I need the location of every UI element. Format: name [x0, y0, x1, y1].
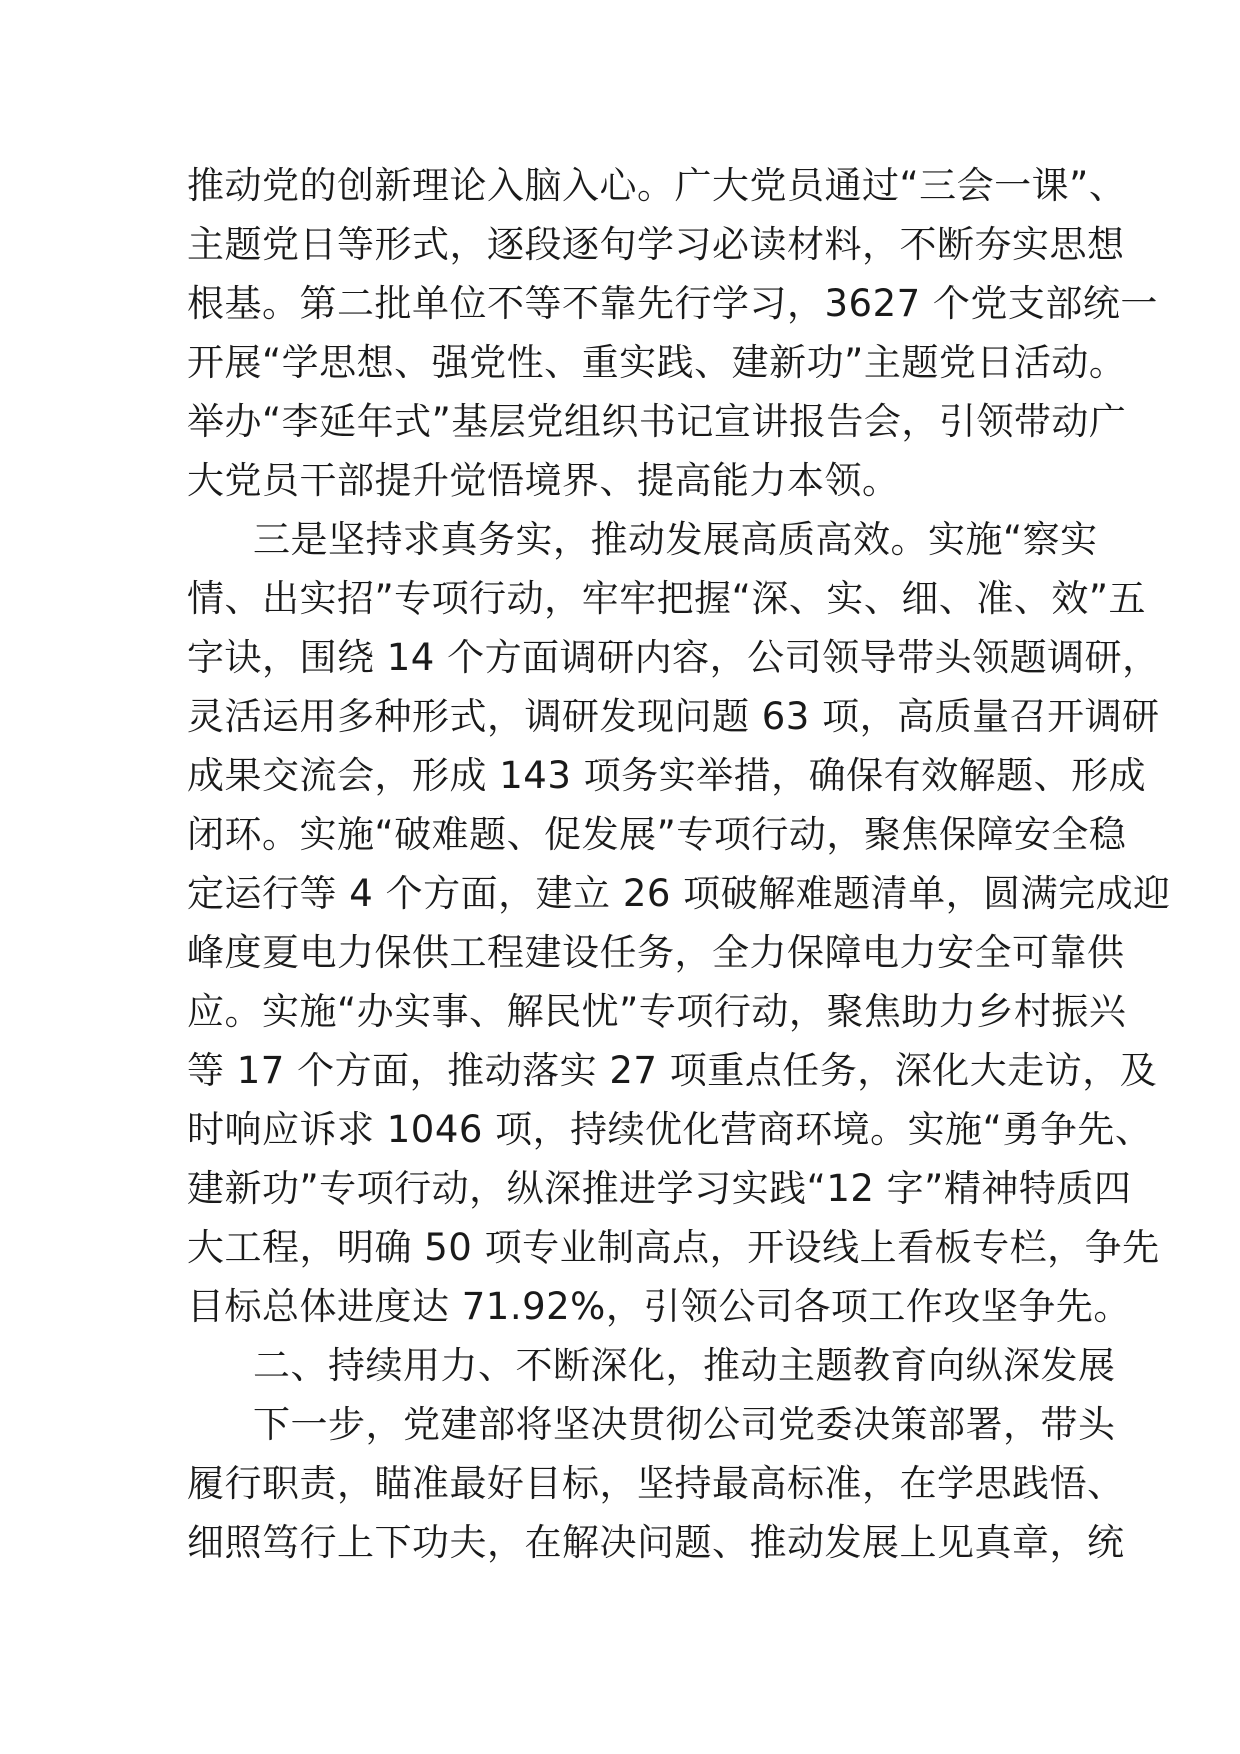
paragraph-first-line: 三是坚持求真务实，推动发展高质高效。实施“察实: [253, 518, 1098, 561]
paragraph-first-line: 下一步，党建部将坚决贯彻公司党委决策部署，带头: [253, 1403, 1116, 1446]
text-line: 成果交流会，形成 143 项务实举措，确保有效解题、形成: [187, 754, 1147, 797]
text-line: 等 17 个方面，推动落实 27 项重点任务，深化大走访，及: [187, 1049, 1158, 1092]
text-line: 应。实施“办实事、解民忧”专项行动，聚焦助力乡村振兴: [187, 990, 1127, 1033]
text-line: 主题党日等形式，逐段逐句学习必读材料，不断夯实思想: [187, 223, 1125, 266]
text-line: 灵活运用多种形式，调研发现问题 63 项，高质量召开调研: [187, 695, 1160, 738]
text-line: 履行职责，瞄准最好目标，坚持最高标准，在学思践悟、: [187, 1462, 1125, 1505]
text-line: 根基。第二批单位不等不靠先行学习，3627 个党支部统一: [187, 282, 1158, 325]
text-line: 举办“李延年式”基层党组织书记宣讲报告会，引领带动广: [187, 400, 1127, 443]
section-heading: 二、持续用力、不断深化，推动主题教育向纵深发展: [253, 1344, 1116, 1387]
text-line: 时响应诉求 1046 项，持续优化营商环境。实施“勇争先、: [187, 1108, 1153, 1151]
text-line: 字诀，围绕 14 个方面调研内容，公司领导带头领题调研，: [187, 636, 1160, 679]
text-line: 大工程，明确 50 项专业制高点，开设线上看板专栏，争先: [187, 1226, 1160, 1269]
text-line: 大党员干部提升觉悟境界、提高能力本领。: [187, 459, 900, 502]
text-line: 细照笃行上下功夫，在解决问题、推动发展上见真章，统: [187, 1521, 1125, 1564]
text-line: 峰度夏电力保供工程建设任务，全力保障电力安全可靠供: [187, 931, 1125, 974]
text-line: 闭环。实施“破难题、促发展”专项行动，聚焦保障安全稳: [187, 813, 1127, 856]
text-line: 开展“学思想、强党性、重实践、建新功”主题党日活动。: [187, 341, 1127, 384]
text-line: 目标总体进度达 71.92%，引领公司各项工作攻坚争先。: [187, 1285, 1131, 1328]
text-line: 情、出实招”专项行动，牢牢把握“深、实、细、准、效”五: [187, 577, 1147, 620]
text-line: 建新功”专项行动，纵深推进学习实践“12 字”精神特质四: [187, 1167, 1132, 1210]
body-text: [187, 156, 1171, 1572]
text-line: 推动党的创新理论入脑入心。广大党员通过“三会一课”、: [187, 164, 1127, 207]
text-line: 定运行等 4 个方面，建立 26 项破解难题清单，圆满完成迎: [187, 872, 1171, 915]
